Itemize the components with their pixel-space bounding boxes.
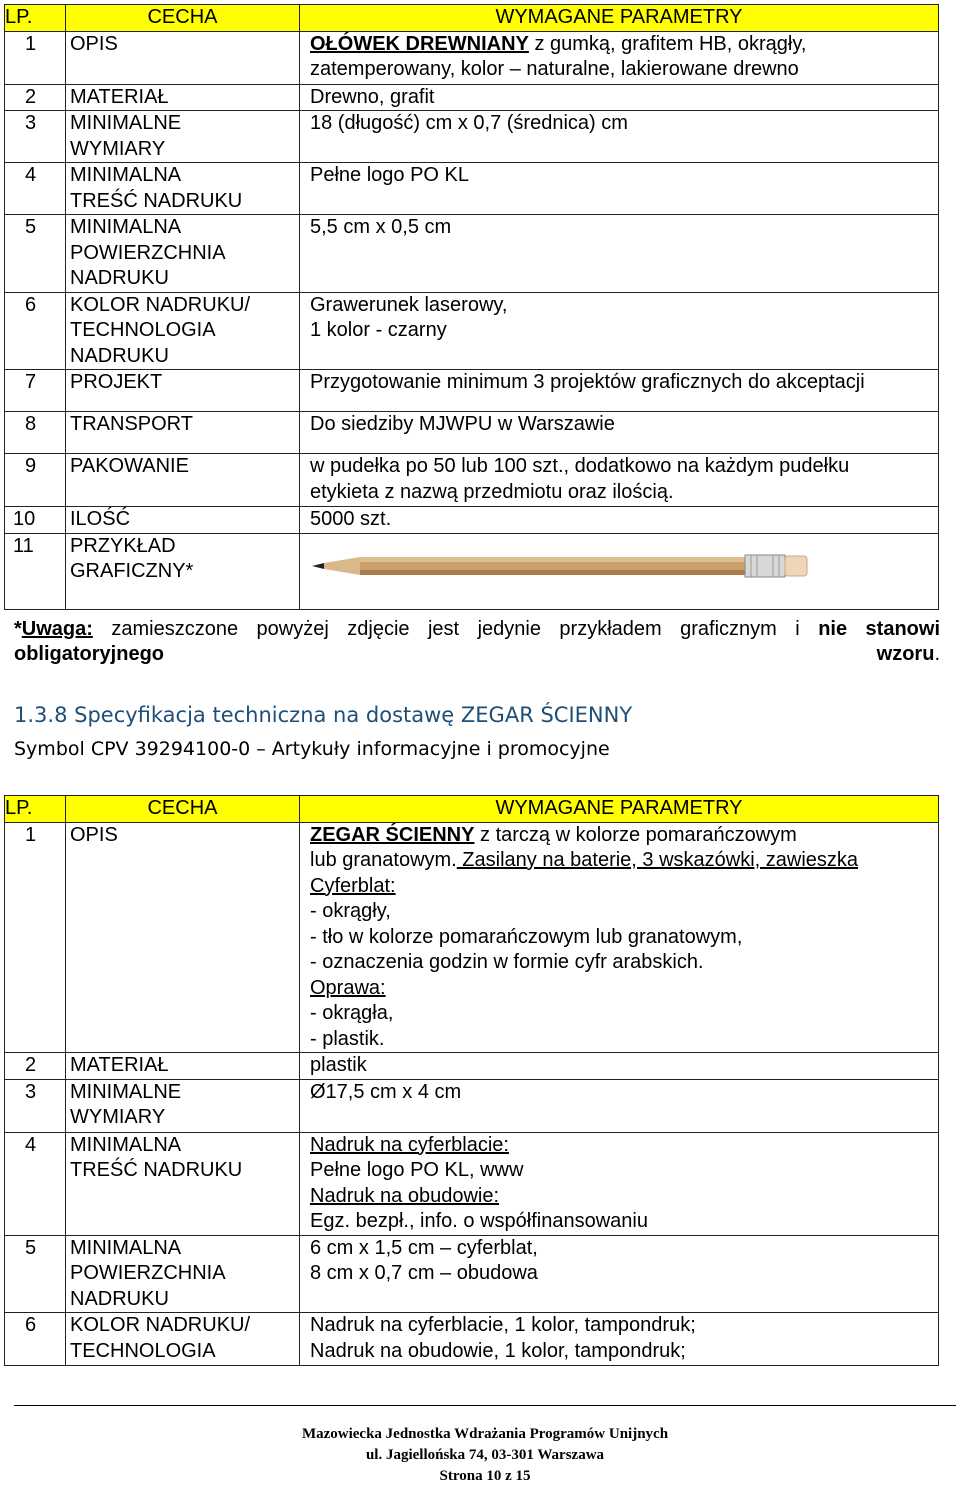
row-value: Drewno, grafit xyxy=(300,84,939,111)
note-label: Uwaga: xyxy=(21,618,93,640)
table-row xyxy=(5,1132,939,1235)
pencil-spec-table xyxy=(4,4,939,610)
case-label: Oprawa: xyxy=(310,976,386,999)
row-lp: 11 xyxy=(5,533,66,609)
product-description-3: Zasilany na baterie, 3 wskazówki, zawieszka xyxy=(456,849,859,871)
dial-print-label: Nadruk na cyferblacie: xyxy=(310,1133,509,1156)
row-lp: 3 xyxy=(5,1079,66,1132)
footer-organization: Mazowiecka Jednostka Wdrażania Programów Unijnych xyxy=(301,1426,669,1442)
row-lp: 7 xyxy=(5,370,66,412)
section-subtitle: Symbol CPV 39294100-0 – Artykuły informacyjne i promocyjne xyxy=(14,738,610,760)
table-header-row xyxy=(5,796,939,823)
pencil-image xyxy=(310,540,810,580)
case-print-value: Egz. bezpł., info. o współfinansowaniu xyxy=(310,1210,648,1232)
dial-label: Cyferblat: xyxy=(310,874,396,897)
table-row xyxy=(5,215,939,293)
table-row xyxy=(5,1235,939,1313)
row-cecha: TRANSPORT xyxy=(66,412,300,454)
case-print-label: Nadruk na obudowie: xyxy=(310,1184,500,1207)
disclaimer-note xyxy=(14,617,940,692)
row-value: Grawerunek laserowy, 1 kolor - czarny xyxy=(300,292,939,370)
row-value: Ø17,5 cm x 4 cm xyxy=(300,1079,939,1132)
row-cecha: PRZYKŁAD GRAFICZNY* xyxy=(66,533,300,609)
row-cecha: PROJEKT xyxy=(66,370,300,412)
row-lp: 1 xyxy=(5,822,66,1053)
header-params: WYMAGANE PARAMETRY xyxy=(300,796,939,823)
row-cecha: MATERIAŁ xyxy=(66,1053,300,1080)
table-row xyxy=(5,163,939,215)
row-cecha: MINIMALNA POWIERZCHNIA NADRUKU xyxy=(66,1235,300,1313)
row-cecha: MINIMALNE WYMIARY xyxy=(66,111,300,163)
row-lp: 4 xyxy=(5,1132,66,1235)
product-description: z gumką, grafitem HB, okrągły, zatemperowany, kolor – naturalne, lakierowane drewno xyxy=(310,32,807,80)
row-value xyxy=(300,1132,939,1235)
section-title: 1.3.8 Specyfikacja techniczna na dostawę ZEGAR ŚCIENNY xyxy=(14,703,633,727)
row-value: Nadruk na cyferblacie, 1 kolor, tampondruk; Nadruk na obudowie, 1 kolor, tampondruk; xyxy=(300,1313,939,1366)
row-cecha: MINIMALNA POWIERZCHNIA NADRUKU xyxy=(66,215,300,293)
row-value: Do siedziby MJWPU w Warszawie xyxy=(300,412,939,454)
table-row xyxy=(5,292,939,370)
row-value: 6 cm x 1,5 cm – cyferblat, 8 cm x 0,7 cm – obudowa xyxy=(300,1235,939,1313)
product-name: OŁÓWEK DREWNIANY xyxy=(310,32,529,55)
row-value xyxy=(300,31,939,84)
header-params: WYMAGANE PARAMETRY xyxy=(300,5,939,32)
table-row xyxy=(5,533,939,609)
row-value: plastik xyxy=(300,1053,939,1080)
page-number: Strona 10 z 15 xyxy=(439,1468,531,1484)
table-row xyxy=(5,1313,939,1366)
row-cecha: OPIS xyxy=(66,822,300,1053)
table-row xyxy=(5,31,939,84)
row-cecha: KOLOR NADRUKU/ TECHNOLOGIA NADRUKU xyxy=(66,292,300,370)
row-lp: 5 xyxy=(5,1235,66,1313)
row-value: 5000 szt. xyxy=(300,507,939,534)
header-lp: LP. xyxy=(5,5,66,32)
row-lp: 9 xyxy=(5,454,66,507)
page-footer xyxy=(0,1424,960,1487)
row-lp: 4 xyxy=(5,163,66,215)
table-row xyxy=(5,370,939,412)
row-value: Pełne logo PO KL xyxy=(300,163,939,215)
product-name: ZEGAR ŚCIENNY xyxy=(310,823,475,846)
dial-print-value: Pełne logo PO KL, www xyxy=(310,1159,524,1181)
table-header-row xyxy=(5,5,939,32)
row-value: w pudełka po 50 lub 100 szt., dodatkowo na każdym pudełku etykieta z nazwą przedmiotu oraz ilością. xyxy=(300,454,939,507)
table-row xyxy=(5,412,939,454)
row-cecha: OPIS xyxy=(66,31,300,84)
note-asterisk: * xyxy=(14,618,22,640)
row-value: Przygotowanie minimum 3 projektów graficznych do akceptacji xyxy=(300,370,939,412)
row-cecha: MINIMALNA TREŚĆ NADRUKU xyxy=(66,1132,300,1235)
row-value: 5,5 cm x 0,5 cm xyxy=(300,215,939,293)
row-cecha: MINIMALNA TREŚĆ NADRUKU xyxy=(66,163,300,215)
row-cecha: MINIMALNE WYMIARY xyxy=(66,1079,300,1132)
row-lp: 5 xyxy=(5,215,66,293)
row-cecha: PAKOWANIE xyxy=(66,454,300,507)
row-cecha: KOLOR NADRUKU/ TECHNOLOGIA xyxy=(66,1313,300,1366)
row-value xyxy=(300,533,939,609)
table-row xyxy=(5,507,939,534)
table-row xyxy=(5,454,939,507)
row-cecha: ILOŚĆ xyxy=(66,507,300,534)
row-value: 18 (długość) cm x 0,7 (średnica) cm xyxy=(300,111,939,163)
header-cecha: CECHA xyxy=(66,796,300,823)
note-text: zamieszczone powyżej zdjęcie jest jedynie przykładem graficznym i xyxy=(92,618,819,640)
header-lp: LP. xyxy=(5,796,66,823)
table-row xyxy=(5,1053,939,1080)
dial-items: - okrągły, - tło w kolorze pomarańczowym lub granatowym, - oznaczenia godzin w formie cyfr arabskich. xyxy=(310,900,743,973)
row-lp: 6 xyxy=(5,292,66,370)
row-cecha: MATERIAŁ xyxy=(66,84,300,111)
clock-spec-table xyxy=(4,795,939,1366)
row-lp: 8 xyxy=(5,412,66,454)
footer-address: ul. Jagiellońska 74, 03-301 Warszawa xyxy=(365,1447,605,1463)
header-cecha: CECHA xyxy=(66,5,300,32)
product-description-2: lub granatowym. xyxy=(310,849,457,871)
table-row xyxy=(5,1079,939,1132)
row-lp: 2 xyxy=(5,1053,66,1080)
case-items: - okrągła, - plastik. xyxy=(310,1002,394,1050)
row-lp: 6 xyxy=(5,1313,66,1366)
note-bold-text: nie stanowi obligatoryjnego wzoru xyxy=(14,618,940,665)
product-description: z tarczą w kolorze pomarańczowym xyxy=(474,823,797,846)
table-row xyxy=(5,822,939,1053)
footer-divider xyxy=(14,1405,956,1406)
row-lp: 2 xyxy=(5,84,66,111)
row-value xyxy=(300,822,939,1053)
row-lp: 10 xyxy=(5,507,66,534)
table-row xyxy=(5,84,939,111)
note-end: . xyxy=(934,643,940,665)
row-lp: 3 xyxy=(5,111,66,163)
row-lp: 1 xyxy=(5,31,66,84)
table-row xyxy=(5,111,939,163)
